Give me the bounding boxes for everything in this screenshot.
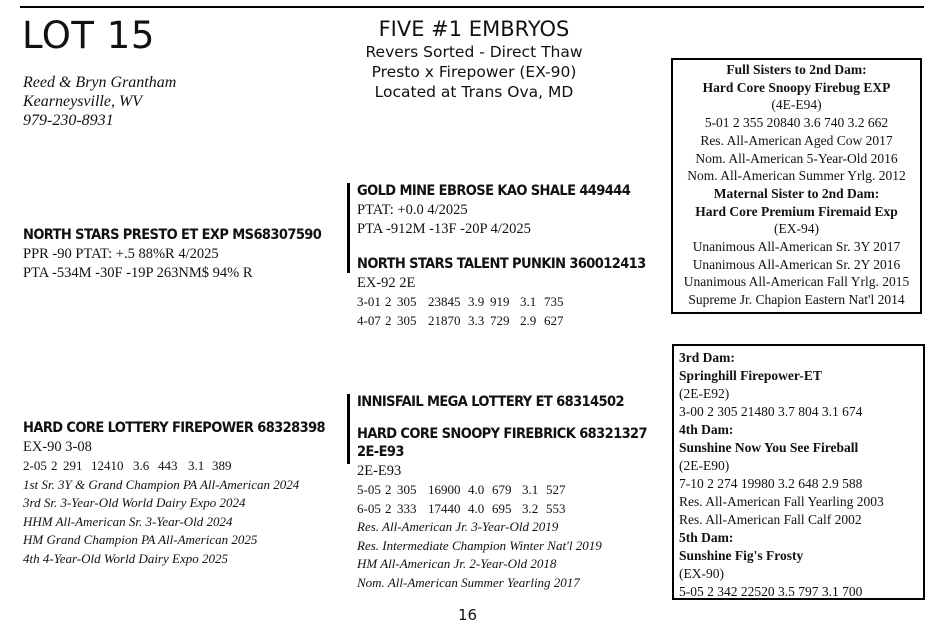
dam-5-heading: 5th Dam: [679, 530, 734, 545]
sire-side-bracket [347, 183, 350, 273]
sire-sire-line-2: PTA -912M -13F -20P 4/2025 [357, 221, 531, 237]
dam-block [23, 420, 325, 568]
dam-sire-name: INNISFAIL MEGA LOTTERY ET 68314502 [357, 394, 624, 410]
dam-dam-name: HARD CORE SNOOPY FIREBRICK 68321327 [357, 426, 648, 442]
dam-award: HM Grand Champion PA All-American 2025 [23, 532, 258, 547]
sire-dam-name: NORTH STARS TALENT PUNKIN 360012413 [357, 256, 646, 272]
dam-4-heading: 4th Dam: [679, 422, 734, 437]
dam-4-record: 7-10 2 274 19980 3.2 648 2.9 588 [679, 476, 863, 491]
dam-3-heading: 3rd Dam: [679, 350, 735, 365]
dam-dam-record-row: 6-05 2 333 17440 4.0 695 3.2 553 [357, 500, 566, 516]
sire-sire-name: GOLD MINE EBROSE KAO SHALE 449444 [357, 183, 631, 199]
sister-2-award: Unanimous All-American Sr. 3Y 2017 [692, 239, 901, 255]
sire-sire-block [357, 183, 630, 239]
sister-2-name: Hard Core Premium Firemaid Exp [695, 203, 898, 219]
consignor-phone: 979-230-8931 [23, 112, 114, 129]
dam-award: 1st Sr. 3Y & Grand Champion PA All-American 2024 [23, 476, 300, 492]
dam-4-name: Sunshine Now You See Fireball [679, 440, 859, 455]
sister-1-award: Nom. All-American 5-Year-Old 2016 [695, 150, 898, 166]
dam-3-name: Springhill Firepower-ET [679, 368, 822, 383]
sire-line-2: PTA -534M -30F -19P 263NM$ 94% R [23, 265, 253, 281]
dam-dam-award: Res. Intermediate Champion Winter Nat'l 2019 [357, 537, 602, 553]
dam-award: 3rd Sr. 3-Year-Old World Dairy Expo 2024 [23, 495, 246, 510]
dam-class: EX-90 3-08 [23, 439, 92, 455]
dam-3-record: 3-00 2 305 21480 3.7 804 3.1 674 [679, 404, 863, 419]
sister-2-award: Unanimous All-American Sr. 2Y 2016 [692, 256, 901, 272]
top-rule [20, 6, 924, 8]
sire-dam-class: EX-92 2E [357, 275, 416, 291]
headline-line-1: Revers Sorted - Direct Thaw [365, 43, 583, 61]
sister-2-class: (EX-94) [774, 221, 819, 237]
dam-side-bracket [347, 394, 350, 464]
dam-dam-award: Res. All-American Jr. 3-Year-Old 2019 [357, 519, 559, 534]
sire-line-1: PPR -90 PTAT: +.5 88%R 4/2025 [23, 246, 219, 262]
consignor-location: Kearneysville, WV [23, 93, 143, 110]
consignor-name: Reed & Bryn Grantham [23, 74, 177, 91]
dam-5-name: Sunshine Fig's Frosty [679, 548, 804, 563]
ancestor-dams-box [672, 344, 925, 600]
sister-1-class: (4E-E94) [771, 97, 822, 113]
sisters-box [671, 58, 922, 314]
headline-line-3: Located at Trans Ova, MD [374, 83, 574, 101]
sire-sire-line-1: PTAT: +0.0 4/2025 [357, 202, 468, 218]
dam-3-class: (2E-E92) [679, 386, 730, 401]
headline-line-2: Presto x Firepower (EX-90) [371, 63, 577, 81]
dam-dam-class: 2E-E93 [357, 463, 402, 479]
lot-headline [344, 16, 604, 102]
sisters-heading: Full Sisters to 2nd Dam: [726, 62, 867, 77]
sister-1-name: Hard Core Snoopy Firebug EXP [702, 79, 891, 95]
dam-name: HARD CORE LOTTERY FIREPOWER 68328398 [23, 420, 326, 436]
dam-award: 4th 4-Year-Old World Dairy Expo 2025 [23, 550, 228, 566]
sister-1-record: 5-01 2 355 20840 3.6 740 3.2 662 [704, 115, 889, 131]
sister-2-award: Supreme Jr. Chapion Eastern Nat'l 2014 [688, 292, 905, 308]
sister-1-award: Res. All-American Aged Cow 2017 [700, 132, 893, 148]
dam-sire-block [357, 394, 624, 410]
dam-dam-award: HM All-American Jr. 2-Year-Old 2018 [357, 556, 557, 571]
sire-dam-record-row: 4-07 2 305 21870 3.3 729 2.9 627 [357, 312, 564, 328]
sire-block [23, 227, 321, 283]
dam-dam-name-line-2: 2E-E93 [357, 444, 404, 460]
sire-dam-record-row: 3-01 2 305 23845 3.9 919 3.1 735 [357, 294, 564, 309]
dam-5-record: 5-05 2 342 22520 3.5 797 3.1 700 [679, 584, 863, 599]
dam-dam-award: Nom. All-American Summer Yearling 2017 [357, 574, 580, 590]
maternal-sister-heading: Maternal Sister to 2nd Dam: [713, 185, 880, 201]
consignor-block [23, 73, 176, 130]
sire-dam-block [357, 256, 646, 330]
sister-1-award: Nom. All-American Summer Yrlg. 2012 [687, 168, 906, 184]
dam-4-award: Res. All-American Fall Yearling 2003 [679, 494, 884, 509]
dam-4-award: Res. All-American Fall Calf 2002 [679, 512, 862, 527]
sire-name: NORTH STARS PRESTO ET EXP MS68307590 [23, 227, 322, 243]
page-number: 16 [458, 606, 478, 624]
dam-4-class: (2E-E90) [679, 458, 730, 473]
headline-title: FIVE #1 EMBRYOS [378, 17, 570, 41]
dam-5-class: (EX-90) [679, 566, 724, 581]
lot-title: LOT 15 [22, 14, 155, 57]
dam-dam-record-row: 5-05 2 305 16900 4.0 679 3.1 527 [357, 482, 566, 497]
dam-dam-block [357, 426, 647, 592]
dam-award: HHM All-American Sr. 3-Year-Old 2024 [23, 513, 233, 529]
dam-record-row: 2-05 2 291 12410 3.6 443 3.1 389 [23, 458, 232, 473]
sister-2-award: Unanimous All-American Fall Yrlg. 2015 [683, 274, 910, 290]
